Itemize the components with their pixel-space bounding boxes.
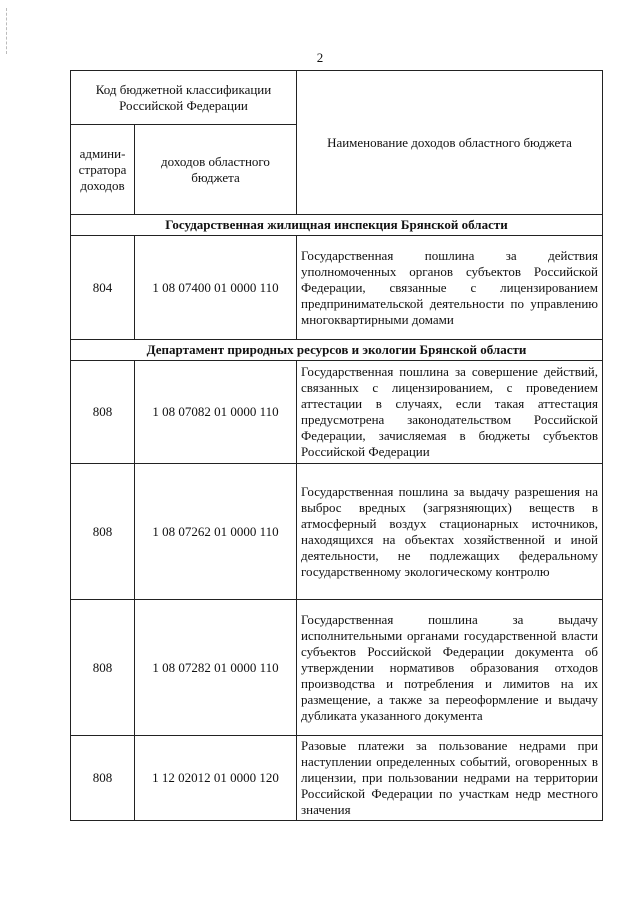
section-row	[71, 215, 603, 236]
income-description: Государственная пошлина за совершение действий, связанных с лицензированием, с проведением аттестации в случаях, если такая аттестация предусмотрена законодательством Российской Федерации, зачисляемая в бюджеты субъектов Российской Федерации	[297, 361, 603, 464]
table-row	[71, 736, 603, 821]
income-code: 1 08 07400 01 0000 110	[135, 236, 297, 340]
section-row	[71, 340, 603, 361]
admin-code: 808	[71, 736, 135, 821]
table-row	[71, 464, 603, 600]
income-description: Разовые платежи за пользование недрами при наступлении определенных событий, оговоренных в лицензии, при пользовании недрами на территории Российской Федерации по участкам недр местного значения	[297, 736, 603, 821]
margin-mark	[6, 8, 8, 54]
table-row	[71, 361, 603, 464]
admin-code: 808	[71, 464, 135, 600]
header-income-col: доходов областного бюджета	[135, 125, 297, 215]
income-description: Государственная пошлина за выдачу разрешения на выброс вредных (загрязняющих) веществ в атмосферный воздух стационарных источников, находящихся на объектах хозяйственной и иной деятельности, не подлежащих федеральному государственному экологическому контролю	[297, 464, 603, 600]
admin-code: 808	[71, 361, 135, 464]
admin-code: 804	[71, 236, 135, 340]
page-number: 2	[316, 50, 324, 65]
header-name-col: Наименование доходов областного бюджета	[297, 71, 603, 215]
budget-classification-table	[70, 70, 603, 821]
section-title: Государственная жилищная инспекция Брянской области	[71, 215, 603, 236]
income-description: Государственная пошлина за выдачу исполнительными органами государственной власти субъектов Российской Федерации документа об утверждении нормативов образования отходов производства и потребления и лимитов на их размещение, а также за переоформление и выдачу дубликата указанного документа	[297, 600, 603, 736]
income-code: 1 08 07262 01 0000 110	[135, 464, 297, 600]
income-code: 1 08 07082 01 0000 110	[135, 361, 297, 464]
section-title: Департамент природных ресурсов и экологии Брянской области	[71, 340, 603, 361]
table-row	[71, 236, 603, 340]
table-header-row	[71, 71, 603, 125]
header-code-group: Код бюджетной классификации Российской Федерации	[71, 71, 297, 125]
income-description: Государственная пошлина за действия уполномоченных органов субъектов Российской Федерации, связанные с лицензированием предпринимательской деятельности по управлению многоквартирными домами	[297, 236, 603, 340]
table-row	[71, 600, 603, 736]
income-code: 1 12 02012 01 0000 120	[135, 736, 297, 821]
admin-code: 808	[71, 600, 135, 736]
income-code: 1 08 07282 01 0000 110	[135, 600, 297, 736]
header-admin-col: админи-стратора доходов	[71, 125, 135, 215]
